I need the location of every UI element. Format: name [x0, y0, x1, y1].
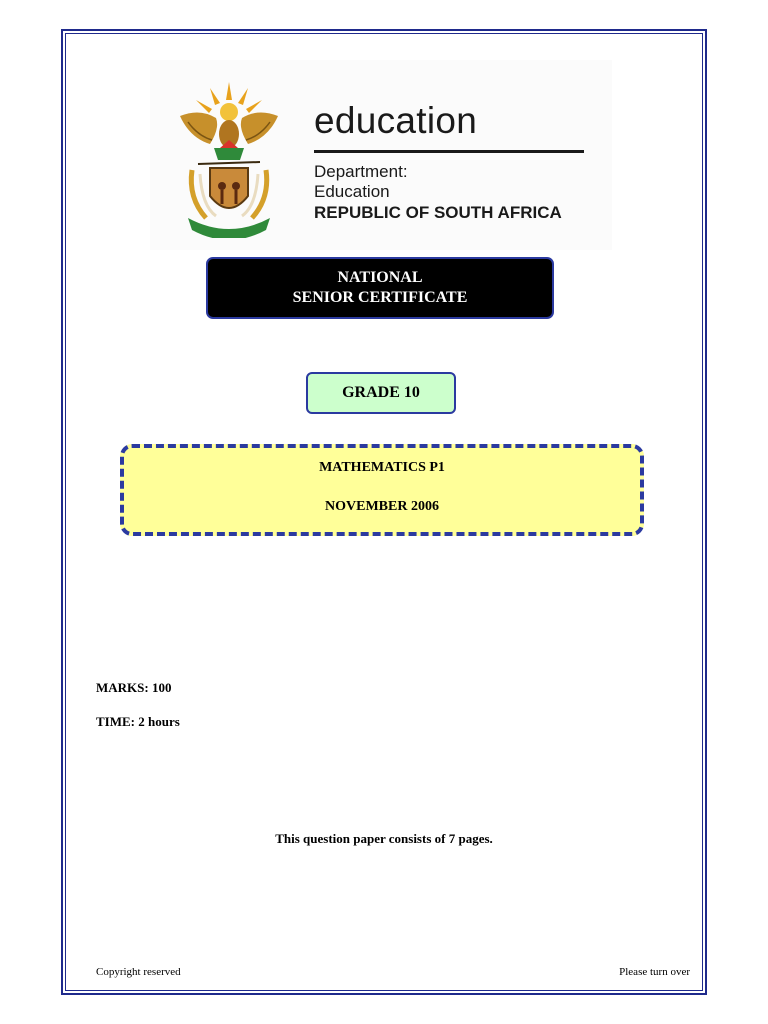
grade-badge: GRADE 10: [306, 372, 456, 414]
logo-department-label: Department:: [314, 162, 408, 181]
page-count-note: This question paper consists of 7 pages.: [275, 831, 493, 846]
logo-divider: [314, 150, 584, 153]
logo-country: REPUBLIC OF SOUTH AFRICA: [314, 203, 562, 222]
footer-turn-over: Please turn over: [619, 966, 690, 978]
time-allowed: TIME: 2 hours: [96, 714, 180, 729]
department-logo: [150, 60, 612, 250]
marks-total: MARKS: 100: [96, 680, 172, 695]
certificate-line-2: SENIOR CERTIFICATE: [292, 289, 468, 306]
exam-session: NOVEMBER 2006: [325, 499, 439, 514]
logo-department-name: Education: [314, 182, 390, 201]
certificate-banner: [206, 257, 554, 319]
footer-copyright: Copyright reserved: [96, 966, 181, 978]
certificate-line-1: NATIONAL: [337, 269, 423, 286]
subject-name: MATHEMATICS P1: [319, 460, 445, 475]
coat-of-arms-icon: [170, 78, 288, 238]
logo-wordmark: education: [314, 100, 478, 141]
subject-panel: [120, 444, 644, 536]
